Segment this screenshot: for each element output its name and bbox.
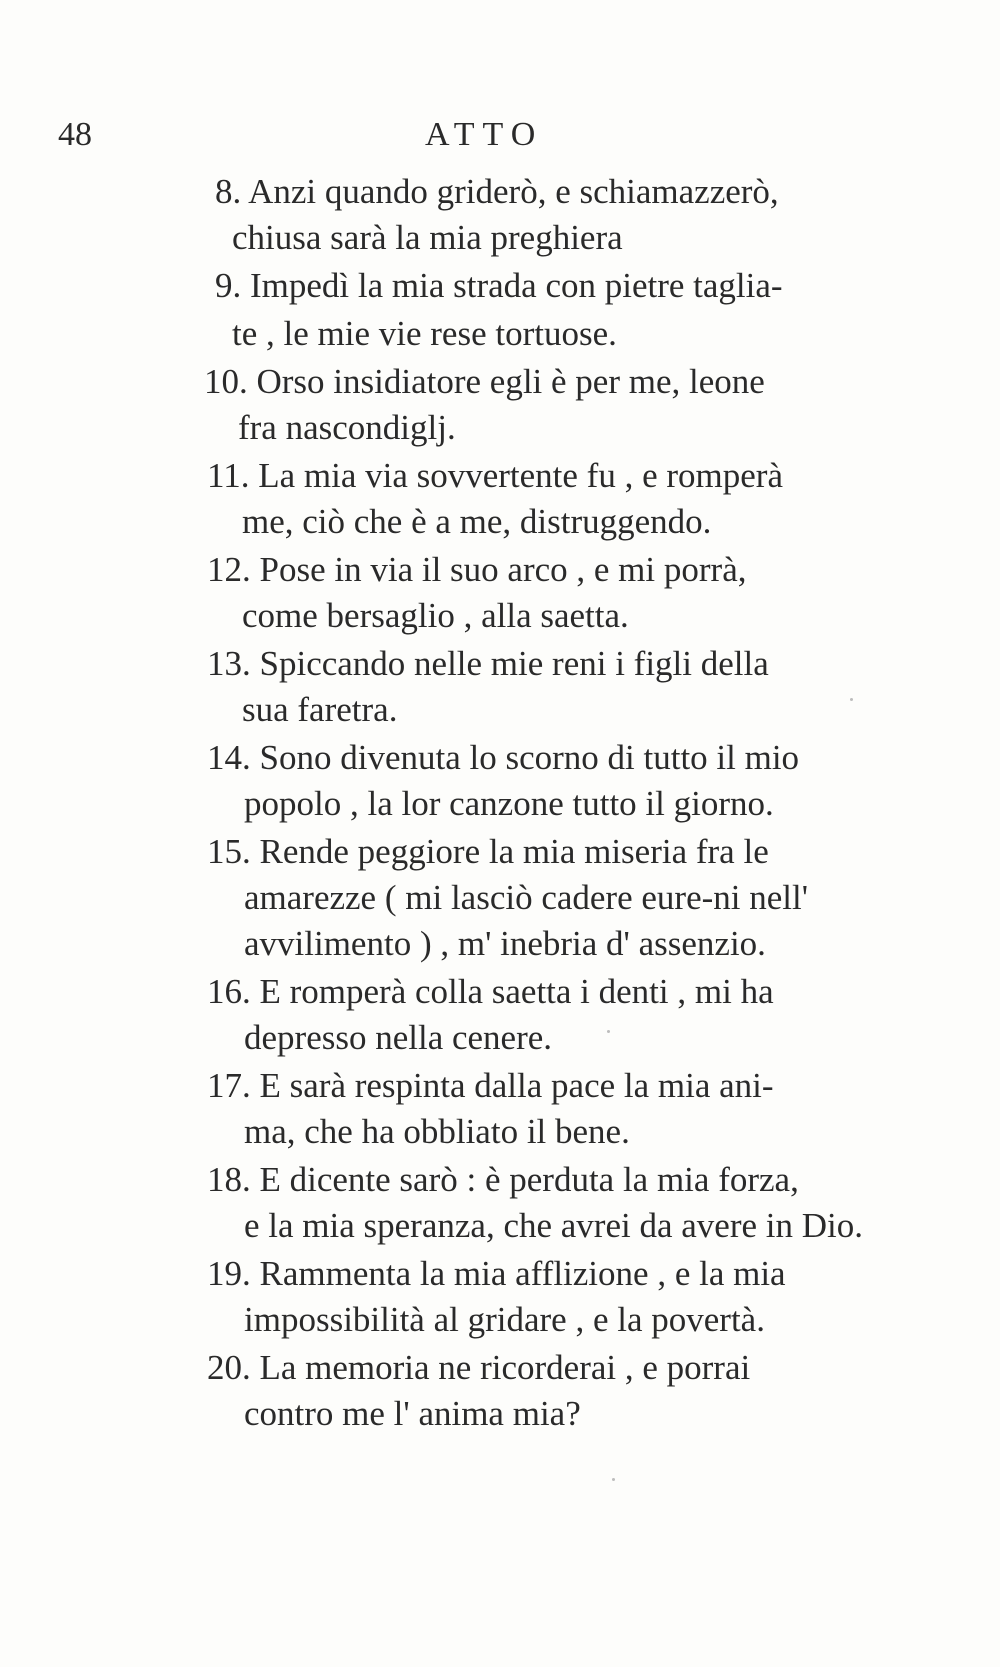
verse-15-line-1: 15. Rende peggiore la mia miseria fra le: [207, 832, 769, 871]
verse-12-line-1: 12. Pose in via il suo arco , e mi porrà,: [207, 550, 747, 589]
verse-12-line-2: come bersaglio , alla saetta.: [242, 596, 629, 635]
verse-10-line-2: fra nascondiglj.: [238, 408, 456, 447]
verse-8-line-2: chiusa sarà la mia preghiera: [232, 218, 623, 257]
running-head: ATTO: [425, 116, 544, 153]
print-speck: [612, 1478, 615, 1481]
page-number: 48: [58, 116, 92, 153]
print-speck: [850, 698, 853, 701]
verse-17-line-1: 17. E sarà respinta dalla pace la mia ani-: [207, 1066, 774, 1105]
verse-8-line-1: 8. Anzi quando griderò, e schiamazzerò,: [215, 172, 779, 211]
verse-15-line-2: amarezze ( mi lasciò cadere eure-ni nell': [244, 878, 809, 917]
verse-19-line-2: impossibilità al gridare , e la povertà.: [244, 1300, 765, 1339]
verse-10-line-1: 10. Orso insidiatore egli è per me, leone: [204, 362, 765, 401]
verse-20-line-2: contro me l' anima mia?: [244, 1394, 581, 1433]
verse-14-line-1: 14. Sono divenuta lo scorno di tutto il mio: [207, 738, 800, 777]
verse-11-line-2: me, ciò che è a me, distruggendo.: [242, 502, 712, 541]
verse-14-line-2: popolo , la lor canzone tutto il giorno.: [244, 784, 774, 823]
verse-18-line-1: 18. E dicente sarò : è perduta la mia forza,: [207, 1160, 799, 1199]
verse-19-line-1: 19. Rammenta la mia afflizione , e la mia: [207, 1254, 786, 1293]
verse-9-line-1: 9. Impedì la mia strada con pietre taglia-: [215, 266, 783, 305]
verse-13-line-1: 13. Spiccando nelle mie reni i figli della: [207, 644, 769, 683]
verse-15-line-3: avvilimento ) , m' inebria d' assenzio.: [244, 924, 766, 963]
verse-13-line-2: sua faretra.: [242, 690, 398, 729]
verse-20-line-1: 20. La memoria ne ricorderai , e porrai: [207, 1348, 751, 1387]
verse-16-line-1: 16. E romperà colla saetta i denti , mi ha: [207, 972, 774, 1011]
verse-11-line-1: 11. La mia via sovvertente fu , e romperà: [207, 456, 783, 495]
verse-18-line-2: e la mia speranza, che avrei da avere in Dio.: [244, 1206, 863, 1245]
print-speck: [607, 1030, 610, 1033]
verse-16-line-2: depresso nella cenere.: [244, 1018, 553, 1057]
verse-17-line-2: ma, che ha obbliato il bene.: [244, 1112, 630, 1151]
verse-9-line-2: te , le mie vie rese tortuose.: [232, 314, 617, 353]
